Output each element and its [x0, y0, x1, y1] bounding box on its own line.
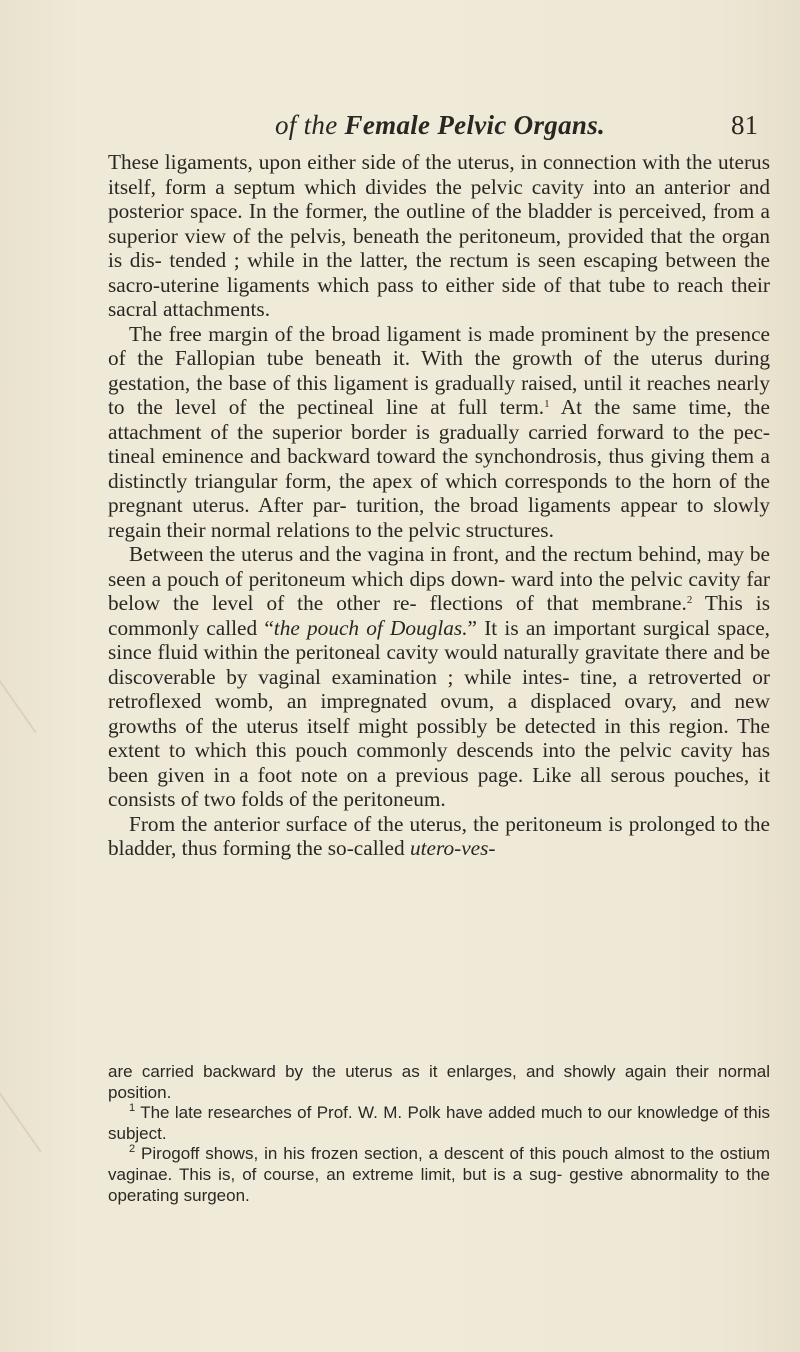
running-header [110, 110, 770, 150]
paragraph-1: These ligaments, upon either side of the uterus, in connection with the uterus itself, form a septum which divides the pelvic cavity into an anterior and posterior space. In the former, the outline of the bladder is perceived, from a superior view of the pelvis, beneath the peritoneum, provided that the organ is dis- tended ; while in the latter, the rectum is seen escaping between the sacro-uterine ligaments which pass to either side of that tube to reach their sacral attachments. [108, 150, 770, 321]
paragraph-3: Between the uterus and the vagina in front, and the rectum behind, may be seen a pouch of peritoneum which dips down- ward into the pelvic cavity far below the level of the other re- flections of that membrane.$^2$ This is commonly called “the pouch of Douglas.” It is an important surgical space, since fluid within the peritoneal cavity would naturally gravitate there and be discoverable by vaginal examination ; while intes- tine, a retroverted or retroflexed womb, an impregnated ovum, a displaced ovary, and new growths of the uterus itself might possibly be detected in this region. The extent to which this pouch commonly descends into the pelvic cavity has been given in a foot note on a previous page. Like all serous pouches, it consists of two folds of the peritoneum. [108, 542, 770, 811]
footnote-ref-1: 1 [544, 398, 550, 410]
page-number: 81 [731, 110, 758, 140]
paragraph-2: The free margin of the broad ligament is made prominent by the presence of the Fallopian tube beneath it. With the growth of the uterus during gestation, the base of this ligament is gradually raised, until it reaches nearly to the level of the pectineal line at full term.$^1$ At the same time, the attachment of the superior border is gradually carried forward to the pec- tineal eminence and backward toward the synchondrosis, thus giving them a distinctly triangular form, the apex of which corresponds to the horn of the pregnant uterus. After par- turition, the broad ligaments appear to slowly regain their normal relations to the pelvic structures. [108, 321, 770, 542]
body-text [108, 150, 770, 861]
footnote-2: $^2$ Pirogoff shows, in his frozen section, a descent of this pouch almost to the ostium vaginae. This is, of course, an extreme limit, but is a sug- gestive abnormality to the operating surgeon. [108, 1143, 770, 1205]
term-utero-vesical: utero-ves- [409, 836, 496, 860]
footnote-ref-2: 2 [686, 594, 693, 606]
page-edge-mark [0, 667, 37, 734]
term-pouch-of-douglas: the pouch of Douglas. [273, 615, 468, 640]
running-title [110, 110, 770, 141]
running-title-main: Female Pelvic Organs. [344, 110, 606, 140]
footnote-1: $^1$ The late researches of Prof. W. M. Polk have added much to our knowledge of this subject. [108, 1102, 770, 1143]
footnote-1-mark: 1 [129, 1102, 136, 1115]
running-title-prefix: of the [274, 110, 338, 140]
footnote-continuation: are carried backward by the uterus as it enlarges, and showly again their normal position. [108, 1062, 770, 1102]
page-edge-mark [0, 1078, 42, 1153]
footnotes [108, 1062, 770, 1206]
footnote-2-mark: 2 [129, 1143, 136, 1156]
paragraph-4: From the anterior surface of the uterus, the peritoneum is prolonged to the bladder, thus forming the so-called utero-ves- [108, 811, 770, 860]
